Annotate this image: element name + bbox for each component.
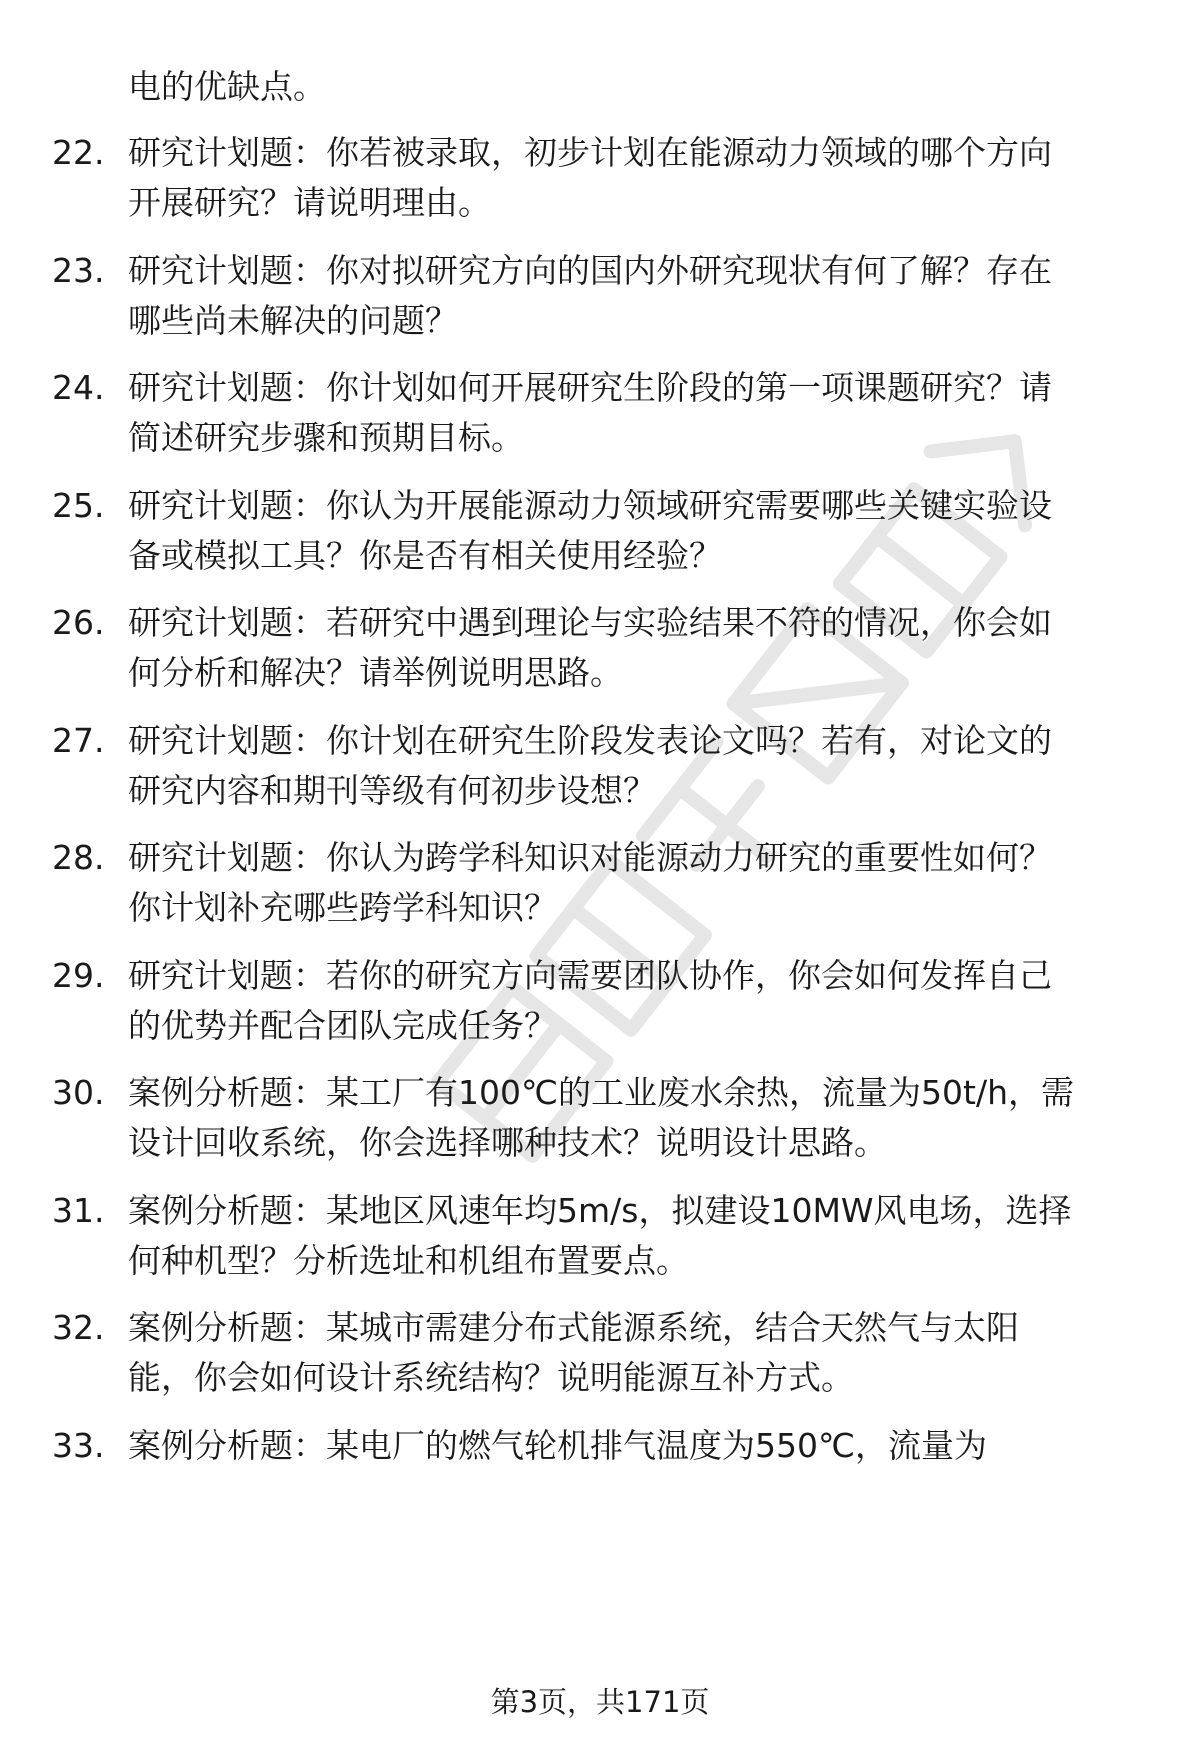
question-number: 31. (52, 1190, 105, 1230)
question-text-line: 研究内容和期刊等级有何初步设想？ (128, 770, 656, 810)
question-text-line: 研究计划题：若研究中遇到理论与实验结果不符的情况，你会如 (128, 603, 1052, 642)
question-number: 27. (52, 720, 105, 760)
question-text (128, 598, 1168, 698)
question-number: 23. (52, 250, 105, 290)
question-number: 28. (52, 838, 105, 877)
question-text (128, 1186, 1168, 1286)
question-text-line: 备或模拟工具？你是否有相关使用经验？ (128, 535, 722, 575)
question-text (128, 833, 1168, 933)
question-text-line: 案例分析题：某工厂有100℃的工业废水余热，流量为50t/h，需 (128, 1073, 1075, 1112)
question-number: 33. (52, 1425, 105, 1465)
question-text-line: 开展研究？请说明理由。 (128, 183, 491, 222)
question-number: 26. (52, 603, 105, 642)
question-text-line: 设计回收系统，你会选择哪种技术？说明设计思路。 (128, 1123, 887, 1162)
question-number: 30. (52, 1073, 105, 1112)
question-number: 22. (52, 133, 105, 172)
question-text-line: 研究计划题：你计划在研究生阶段发表论文吗？若有，对论文的 (128, 720, 1052, 760)
question-text-line: 研究计划题：你计划如何开展研究生阶段的第一项课题研究？请 (128, 368, 1052, 407)
question-text-line: 你计划补充哪些跨学科知识？ (128, 888, 557, 927)
question-text-line: 案例分析题：某电厂的燃气轮机排气温度为550℃，流量为 (128, 1425, 988, 1465)
question-text-line: 研究计划题：你认为开展能源动力领域研究需要哪些关键实验设 (128, 485, 1052, 525)
question-text-line: 能，你会如何设计系统结构？说明能源互补方式。 (128, 1358, 854, 1397)
question-text-line: 案例分析题：某地区风速年均5m/s，拟建设10MW风电场，选择 (128, 1190, 1072, 1230)
question-text-line: 简述研究步骤和预期目标。 (128, 418, 524, 457)
question-number: 24. (52, 368, 105, 407)
question-number: 29. (52, 955, 105, 995)
question-text (128, 128, 1168, 228)
question-text-line: 案例分析题：某城市需建分布式能源系统，结合天然气与太阳 (128, 1308, 1019, 1347)
page-footer: 第3页，共171页 (490, 1685, 710, 1719)
question-text (128, 246, 1168, 346)
question-text-line: 何分析和解决？请举例说明思路。 (128, 653, 623, 692)
question-text (128, 1303, 1168, 1403)
question-text-line: 研究计划题：你对拟研究方向的国内外研究现状有何了解？存在 (128, 250, 1052, 290)
question-number: 25. (52, 485, 105, 525)
question-text-line: 研究计划题：你认为跨学科知识对能源动力研究的重要性如何？ (128, 838, 1052, 877)
question-text (128, 951, 1168, 1051)
question-text (128, 481, 1168, 581)
question-text (128, 1068, 1168, 1168)
question-number: 32. (52, 1308, 105, 1347)
continuation-text: 电的优缺点。 (128, 67, 326, 106)
question-text-line: 哪些尚未解决的问题？ (128, 300, 458, 340)
question-text-line: 的优势并配合团队完成任务？ (128, 1005, 557, 1045)
question-text-line: 研究计划题：你若被录取，初步计划在能源动力领域的哪个方向 (128, 133, 1052, 172)
question-text (128, 1421, 1168, 1471)
question-text-line: 何种机型？分析选址和机组布置要点。 (128, 1240, 689, 1280)
question-text (128, 716, 1168, 816)
question-text-line: 研究计划题：若你的研究方向需要团队协作，你会如何发挥自己 (128, 955, 1052, 995)
question-text (128, 363, 1168, 463)
